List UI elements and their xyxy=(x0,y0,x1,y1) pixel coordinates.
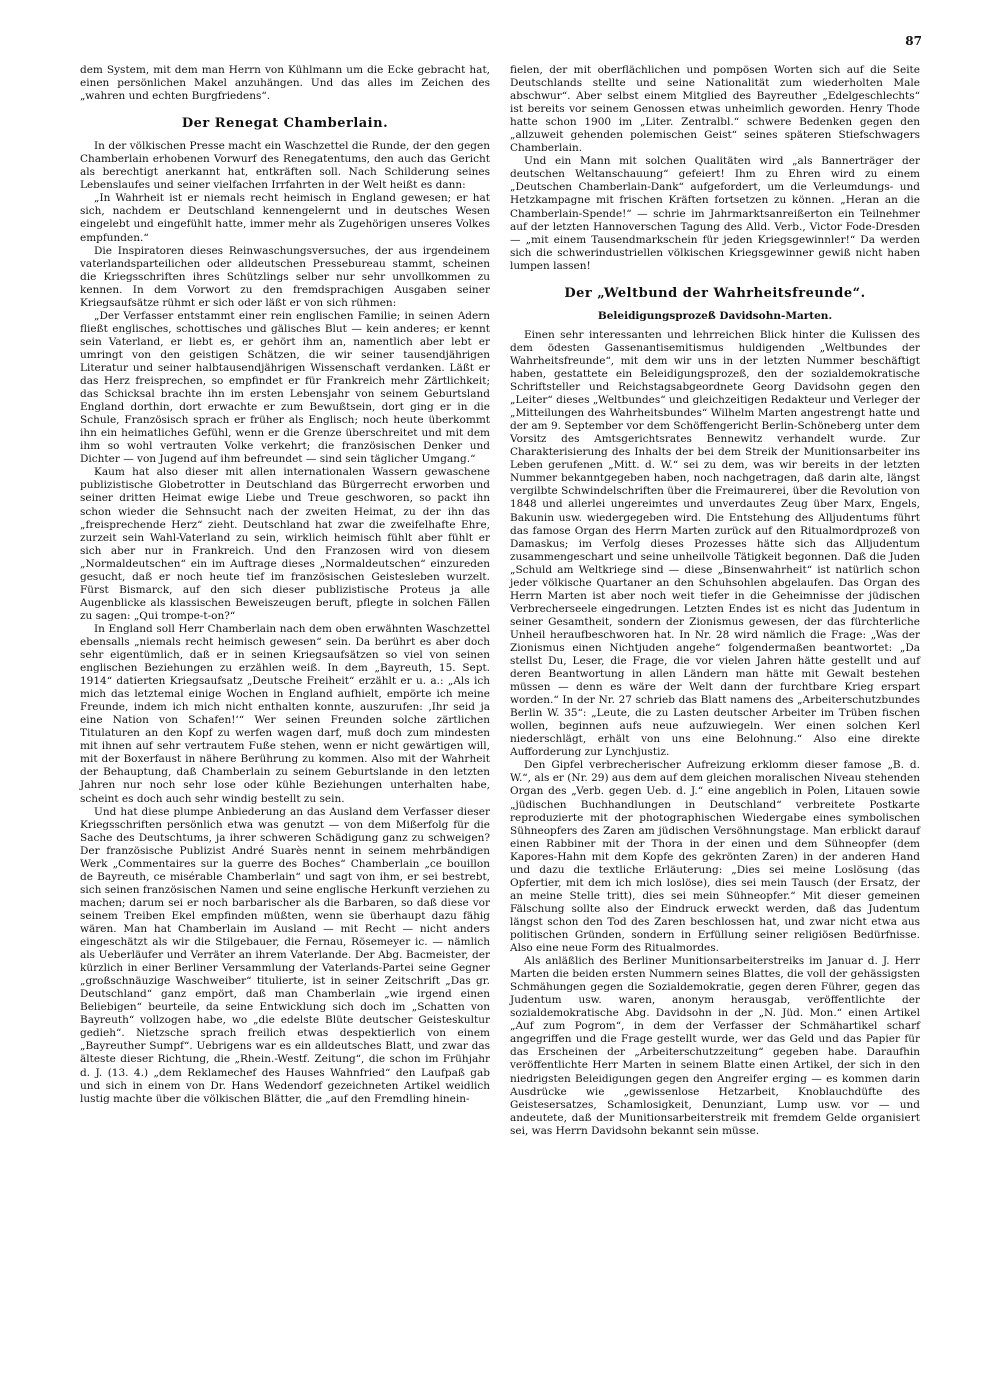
paragraph: Und ein Mann mit solchen Qualitäten wird „als Bannerträger der deutschen Weltanschauung“ gefeiert! Ihm zu Ehren wird zu einem „Deutschen Chamberlain-Dank“ aufgefordert, um die Verleumdungs- und Hetzkampagne mit frischen Kräften fortsetzen zu können. „Heran an die Chamberlain-Spende!“ — schrie im Jahrmarktsanreißerton ein Teilnehmer auf der letzten Hannoverschen Tagung des Alld. Verb., Victor Fode-Dresden — „mit einem Tausendmarkschein für jeden Kriegsgewinnler!“ Da werden sich die schwerindustriellen völkischen Kriegsgewinner gewiß nicht haben lumpen lassen! xyxy=(510,155,920,272)
quote-paragraph: „In Wahrheit ist er niemals recht heimisch in England gewesen; er hat sich, nachdem er Deutschland kennengelernt und in deutsches Wesen eingelebt und eingefühlt hatte, immer mehr als Zugehörigen unseres Volkes empfunden.“ xyxy=(80,192,490,244)
section-subheading: Beleidigungsprozeß Davidsohn-Marten. xyxy=(597,309,833,322)
paragraph: fielen, der mit oberflächlichen und pompösen Worten sich auf die Seite Deutschlands stellte und seine Nationalität zum wiederholten Male abschwur“. Aber selbst einem Mitglied des Bayreuther „Edelgeschlechts“ ist bereits vor seinem Genossen etwas unheimlich geworden. Henry Thode hatte schon 1900 im „Liter. Zentralbl.“ schwere Bedenken gegen den „allzuweit gehenden polemischen Geist“ seines späteren Stiefschwagers Chamberlain. xyxy=(510,64,920,155)
page-number: 87 xyxy=(905,34,922,48)
paragraph: Und hat diese plumpe Anbiederung an das Ausland dem Verfasser dieser Kriegsschriften persönlich etwa was genutzt — von dem Mißerfolg für die Sache des Deutschtums, ja ihrer schweren Schädigung ganz zu schweigen? Der französische Publizist André Suarès nennt in seinem mehrbändigen Werk „Commentaires sur la guerre des Boches“ Chamberlain „ce bouillon de Bayreuth, ce misérable Chamberlain“ und sagt von ihm, er sei bestrebt, sich seinen französischen Namen und seine englische Herkunft verziehen zu machen; darum sei er noch barbarischer als die Barbaren, so daß diese vor seinem Treiben Ekel empfinden müßten, wenn sie überhaupt dazu fähig wären. Man hat Chamberlain im Ausland — mit Recht — nicht anders eingeschätzt als wir die Stilgebauer, die Fernau, Rösemeyer ic. — nämlich als Ueberläufer und Verräter an ihrem Vaterlande. Der Abg. Bacmeister, der kürzlich in einer Berliner Versammlung der Vaterlands-Partei seine Gegner „großschnäuzige Waschweiber“ titulierte, ist in seiner Zeitschrift „Das gr. Deutschland“ ganz empört, daß man Chamberlain „wie irgend einen Beliebigen“ beurteile, da seine Entwicklung sich doch im „Schatten von Bayreuth“ vollzogen habe, wo „die edelste Blüte deutscher Geisteskultur gedieh“. Nietzsche sprach freilich etwas despektierlich von einem „Bayreuther Sumpf“. Uebrigens war es ein alldeutsches Blatt, und zwar das älteste dieser Richtung, die „Rhein.-Westf. Zeitung“, die schon im Frühjahr d. J. (13. 4.) „dem Reklamechef des Hauses Wahnfried“ den Laufpaß gab und sich in einem von Dr. Hans Wedendorf gezeichneten Artikel weidlich lustig machte über die völkischen Blätter, die „auf den Fremdling hinein- xyxy=(80,805,490,1105)
paragraph: dem System, mit dem man Herrn von Kühlmann um die Ecke gebracht hat, einen persönlichen Makel anzuhängen. Und das alles im Zeichen des „wahren und echten Burgfriedens“. xyxy=(80,64,490,103)
left-column xyxy=(80,64,490,1106)
paragraph: Die Inspiratoren dieses Reinwaschungsversuches, der aus irgendeinem vaterlandsparteilichen oder alldeutschen Pressebureau stammt, scheinen die Kriegsschriften ihres Schützlings selber nur sehr unvollkommen zu kennen. In dem Vorwort zu den fremdsprachigen Ausgaben seiner Kriegsaufsätze rühmt er sich oder läßt er von sich rühmen: xyxy=(80,244,490,309)
paragraph: Einen sehr interessanten und lehrreichen Blick hinter die Kulissen des dem ödesten Gassenantisemitismus huldigenden „Weltbundes der Wahrheitsfreunde“, mit dem wir uns in der letzten Nummer beschäftigt haben, gestattete ein Beleidigungsprozeß, den der sozialdemokratische Schriftsteller und Reichstagsabgeordnete Georg Davidsohn gegen den „Leiter“ dieses „Weltbundes“ und gleichzeitigen Redakteur und Verleger der „Mitteilungen des Wahrheitsbundes“ Wilhelm Marten angestrengt hatte und der am 9. September vor dem Schöffengericht Berlin-Schöneberg unter dem Vorsitz des Amtsgerichtsrates Bennewitz verhandelt wurde. Zur Charakterisierung des Inhalts der bei dem Streik der Munitionsarbeiter ins Leben gerufenen „Mitt. d. W.“ sei zu dem, was wir bereits in der letzten Nummer bekanntgegeben haben, noch nachgetragen, daß darin alte, längst vergilbte Schwindelschriften über die Freimaurerei, über die Revolution von 1848 und allerlei ungereimtes und unverdautes Zeug über Marx, Engels, Bakunin usw. wiedergegeben wird. Die Entstehung des Alljudentums führt das famose Organ des Herrn Marten zurück auf den Ritualmordprozeß von Damaskus; im Verfolg dieses Prozesses hätte sich das Alljudentum zusammengeschart und seine unheilvolle Tätigkeit begonnen. Daß die Juden „Schuld am Weltkriege sind — diese „Binsenwahrheit“ ist natürlich schon jeder völkische Quartaner an den Schuhsohlen abgelaufen. Das Organ des Herrn Marten ist aber noch weit tiefer in die Geheimnisse der jüdischen Verbrecherseele eingedrungen. Letzten Endes ist es nicht das Judentum in seiner Gesamtheit, sondern der Zionismus gewesen, der das fürchterliche Unheil heraufbeschworen hat. In Nr. 28 wird nämlich die Frage: „Was der Zionismus einen Nichtjuden angehe“ folgendermaßen beantwortet: „Da stellst Du, Leser, die Frage, die vor vielen Jahren hätte gestellt und auf deren Beantwortung in allen Ländern man hätte mit Gewalt bestehen müssen — denn es wäre der Welt dann der furchtbare Krieg erspart worden.“ In der Nr. 27 schrieb das Blatt namens des „Arbeiterschutzbundes Berlin W. 35“: „Leute, die zu Lasten deutscher Arbeiter im Trüben fischen wollen, beginnen aufs neue aufzuwiegeln. Wer einen solchen Kerl niederschlägt, erhält von uns eine Belohnung.“ Also eine direkte Aufforderung zur Lynchjustiz. xyxy=(510,328,920,759)
paragraph: In der völkischen Presse macht ein Waschzettel die Runde, der den gegen Chamberlain erhobenen Vorwurf des Renegatentums, den auch das Gericht als berechtigt anerkannt hat, entkräften soll. Nach Schilderung seines Lebenslaufes und seiner vielfachen Irrfahrten in der Welt heißt es dann: xyxy=(80,140,490,192)
paragraph: Kaum hat also dieser mit allen internationalen Wassern gewaschene publizistische Globetrotter in Deutschland das Bürgerrecht erworben und seiner dritten Heimat ewige Liebe und Treue geschworen, so packt ihn schon wieder die Sehnsucht nach der zweiten Heimat, zu der ihn das „freisprechende Herz“ zieht. Deutschland hat zwar die zweifelhafte Ehre, zurzeit sein Wahl-Vaterland zu sein, wirklich heimisch fühlt aber fühlt er sich aber nur in Frankreich. Und den Franzosen wird von diesem „Normaldeutschen“ ein im Auftrage dieses „Normaldeutschen“ einzureden gesucht, daß er noch heute tief im französischen Geistesleben wurzelt. Fürst Bismarck, auf den sich dieser publizistische Proteus ja alle Augenblicke als klassischen Beweiszeugen beruft, pflegte in solchen Fällen zu sagen: „Qui trompe-t-on?“ xyxy=(80,466,490,622)
section-heading: Der „Weltbund der Wahrheitsfreunde“. xyxy=(564,285,866,301)
right-column xyxy=(510,64,920,1138)
paragraph: Als anläßlich des Berliner Munitionsarbeiterstreiks im Januar d. J. Herr Marten die beiden ersten Nummern seines Blattes, die voll der gehässigsten Schmähungen gegen die Sozialdemokratie, gegen deren Führer, gegen das Judentum usw. waren, anonym herausgab, veröffentlichte der sozialdemokratische Abg. Davidsohn in der „N. Jüd. Mon.“ einen Artikel „Auf zum Pogrom“, in dem der Verfasser der Schmähartikel scharf angegriffen und die Frage gestellt wurde, wer das Geld und das Papier für das Erscheinen der „Arbeiterschutzzeitung“ gegeben habe. Daraufhin veröffentlichte Herr Marten in seinem Blatte einen Artikel, der sich in den niedrigsten Beleidigungen gegen den Angreifer erging — es kommen darin Ausdrücke wie „gewissenlose Hetzarbeit, Knoblauchdüfte des Geistesersatzes, Schamlosigkeit, Denunziant, Lump usw. vor — und andeutete, daß der Munitionsarbeiterstreik mit fremdem Gelde organisiert sei, was Herrn Davidsohn bekannt sein müsse. xyxy=(510,955,920,1137)
paragraph: In England soll Herr Chamberlain nach dem oben erwähnten Waschzettel ebensalls „niemals recht heimisch gewesen“ sein. Da berührt es aber doch sehr eigentümlich, daß er in seinen Kriegsaufsätzen so viel von seinen englischen Beziehungen zu erzählen weiß. In dem „Bayreuth, 15. Sept. 1914“ datierten Kriegsaufsatz „Deutsche Freiheit“ erzählt er u. a.: „Als ich mich das letztemal einige Wochen in England aufhielt, empörte ich meine Freunde, indem ich mich nicht enthalten konnte, auszurufen: ‚Ihr seid ja eine Nation von Schafen!‘“ Wer seinen Freunden solche zärtlichen Titulaturen an den Kopf zu werfen wagen darf, muß doch zum mindesten mit ihnen auf sehr vertrautem Fuße stehen, wenn er nicht gewärtigen will, mit der Boxerfaust in nähere Berührung zu kommen. Also mit der Wahrheit der Behauptung, daß Chamberlain zu seinem Geburtslande in den letzten Jahren nur noch sehr lose oder kühle Beziehungen unterhalten habe, scheint es doch auch sehr windig bestellt zu sein. xyxy=(80,622,490,805)
quote-paragraph: „Der Verfasser entstammt einer rein englischen Familie; in seinen Adern fließt englisches, schottisches und gälisches Blut — kein anderes; er kennt sein Vaterland, er liebt es, er gehört ihm an, namentlich aber lebt er umringt von den geistigen Schätzen, die wir seiner tausendjährigen Literatur und seiner halbtausendjährigen Wissenschaft verdanken. Läßt er das Herz freisprechen, so empfindet er für Frankreich mehr Zärtlichkeit; das Schicksal brachte ihn im ersten Lebensjahr von seinem Geburtsland England dorthin, dort erwachte er zum Bewußtsein, dort ging er in die Schule, Französisch sprach er früher als Englisch; noch heute überkommt ihn ein heimatliches Gefühl, wenn er die Grenze überschreitet und mit dem ihm so wohl vertrauten Volke verkehrt; die französischen Denker und Dichter — von Jugend auf ihm befreundet — sind sein täglicher Umgang.“ xyxy=(80,309,490,466)
paragraph: Den Gipfel verbrecherischer Aufreizung erklomm dieser famose „B. d. W.“, als er (Nr. 29) aus dem auf dem gleichen moralischen Niveau stehenden Organ des „Verb. gegen Ueb. d. J.“ eine angeblich in Polen, Litauen sowie „jüdischen Buchhandlungen in Deutschland“ verbreitete Postkarte reproduzierte mit der photographischen Wiedergabe eines symbolischen Sühneopfers des Zaren am jüdischen Versöhnungstage. Man erblickt darauf einen Rabbiner mit der Thora in der einen und dem Sühneopfer (dem Kapores-Hahn mit dem Kopfe des gekrönten Zaren) in der anderen Hand und dazu die textliche Erläuterung: „Dies sei meine Loslösung (das Opfertier, mit dem ich mich loslöse), dies sei mein Tausch (der Ersatz, der an meine Stelle tritt), dies sei mein Sühneopfer.“ Mit dieser gemeinen Fälschung sollte also der Eindruck erweckt werden, daß das Judentum längst schon den Tod des Zaren beschlossen hat, und zwar nicht etwa aus politischen Gründen, sondern in Erfüllung seiner religiösen Bedürfnisse. Also eine neue Form des Ritualmordes. xyxy=(510,759,920,955)
section-heading: Der Renegat Chamberlain. xyxy=(181,116,389,132)
